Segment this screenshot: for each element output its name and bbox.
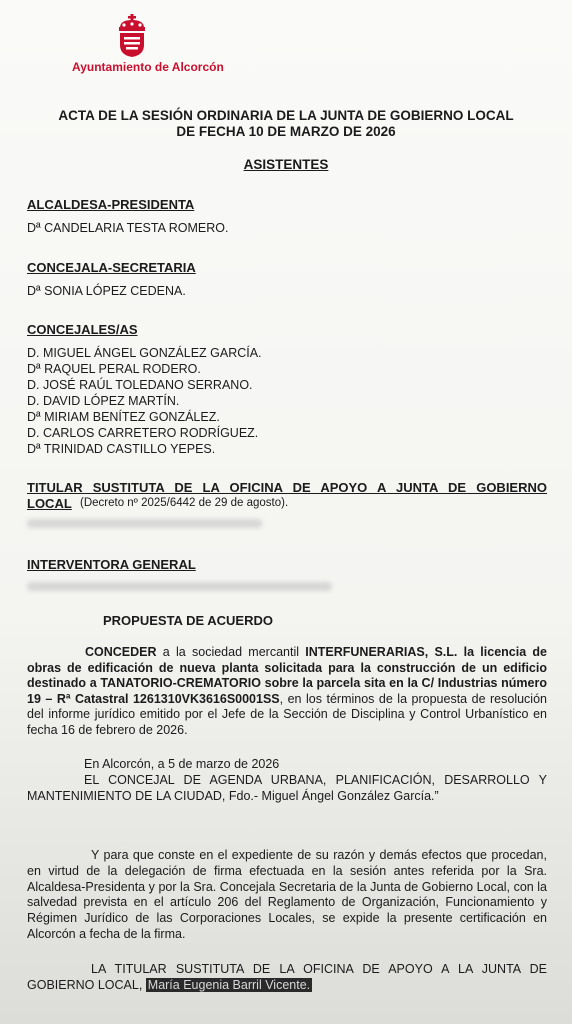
councillor-name: D. DAVID LÓPEZ MARTÍN. [27, 394, 180, 408]
redacted-signature-name: María Eugenia Barril Vicente. [147, 978, 311, 992]
document-title-line1: ACTA DE LA SESIÓN ORDINARIA DE LA JUNTA DE GOBIERNO LOCAL [58, 108, 514, 123]
proposal-paragraph [27, 645, 547, 738]
proposal-text: a la sociedad mercantil [156, 645, 306, 659]
org-name: Ayuntamiento de Alcorcón [72, 60, 224, 74]
proposal-text: , en los términos de la propuesta de resolución del informe jurídico emitido por el Jefe de la Sección de Disciplina y Control Urbanístico en fecha 16 de febrero de 2026. [27, 691, 547, 737]
councillor-name: Dª TRINIDAD CASTILLO YEPES. [27, 442, 216, 456]
certification-paragraph: Y para que conste en el expediente de su razón y demás efectos que procedan, en virtud de la delegación de firma efectuada en la sesión antes referida por la Sra. Alcaldesa-Presidenta y por la Sra. Concejala Secretaria de la Junta de Gobierno Local, con la salvedad prevista en el artículo 206 del Reglamento de Organización, Funcionamiento y Régimen Jurídico de las Corporaciones Locales, se expide la presente certificación en Alcorcón a fecha de la firma. [27, 848, 547, 941]
councillor-name: D. JOSÉ RAÚL TOLEDANO SERRANO. [27, 378, 253, 392]
secretary-heading: CONCEJALA-SECRETARIA [27, 260, 196, 275]
councillor-name: D. CARLOS CARRETERO RODRÍGUEZ. [27, 426, 259, 440]
secretary-name: Dª SONIA LÓPEZ CEDENA. [27, 284, 186, 298]
office-heading-line2: LOCAL [27, 496, 72, 511]
logo [72, 14, 224, 74]
councillor-name: D. MIGUEL ÁNGEL GONZÁLEZ GARCÍA. [27, 346, 262, 360]
mayor-name: Dª CANDELARIA TESTA ROMERO. [27, 221, 229, 235]
office-heading-line1: TITULAR SUSTITUTA DE LA OFICINA DE APOYO A JUNTA DE GOBIERNO [27, 480, 547, 495]
proposal-date: En Alcorcón, a 5 de marzo de 2026 [84, 757, 280, 771]
proposal-heading: PROPUESTA DE ACUERDO [103, 613, 273, 628]
mayor-heading: ALCALDESA-PRESIDENTA [27, 197, 195, 212]
decree-reference: (Decreto nº 2025/6442 de 29 de agosto). [80, 497, 289, 509]
blurred-name [27, 519, 262, 528]
proposal-signer: EL CONCEJAL DE AGENDA URBANA, PLANIFICACIÓN, DESARROLLO Y MANTENIMIENTO DE LA CIUDAD, Fdo.- Miguel Ángel González García.” [27, 773, 547, 803]
blurred-name [27, 582, 332, 591]
closing-paragraph [27, 961, 547, 993]
document-title-line2: DE FECHA 10 DE MARZO DE 2026 [176, 124, 396, 139]
councillors-heading: CONCEJALES/AS [27, 322, 138, 337]
councillor-name: Dª MIRIAM BENÍTEZ GONZÁLEZ. [27, 410, 220, 424]
attendees-heading: ASISTENTES [243, 157, 329, 172]
proposal-verb: CONCEDER [85, 645, 157, 659]
coat-of-arms-icon [115, 14, 149, 58]
proposal-license-details: INTERFUNERARIAS, S.L. la licencia de obras de edificación de nueva planta solicitada para la construcción de un edificio destinado a TANATORIO-CREMATORIO sobre la parcela sita en la C/ Industrias número 19 – Rª Catastral 1261310VK3616S0001SS [27, 645, 548, 706]
councillor-name: Dª RAQUEL PERAL RODERO. [27, 362, 201, 376]
auditor-heading: INTERVENTORA GENERAL [27, 557, 196, 572]
closing-text: LA TITULAR SUSTITUTA DE LA OFICINA DE APOYO A LA JUNTA DE GOBIERNO LOCAL, [27, 962, 547, 992]
